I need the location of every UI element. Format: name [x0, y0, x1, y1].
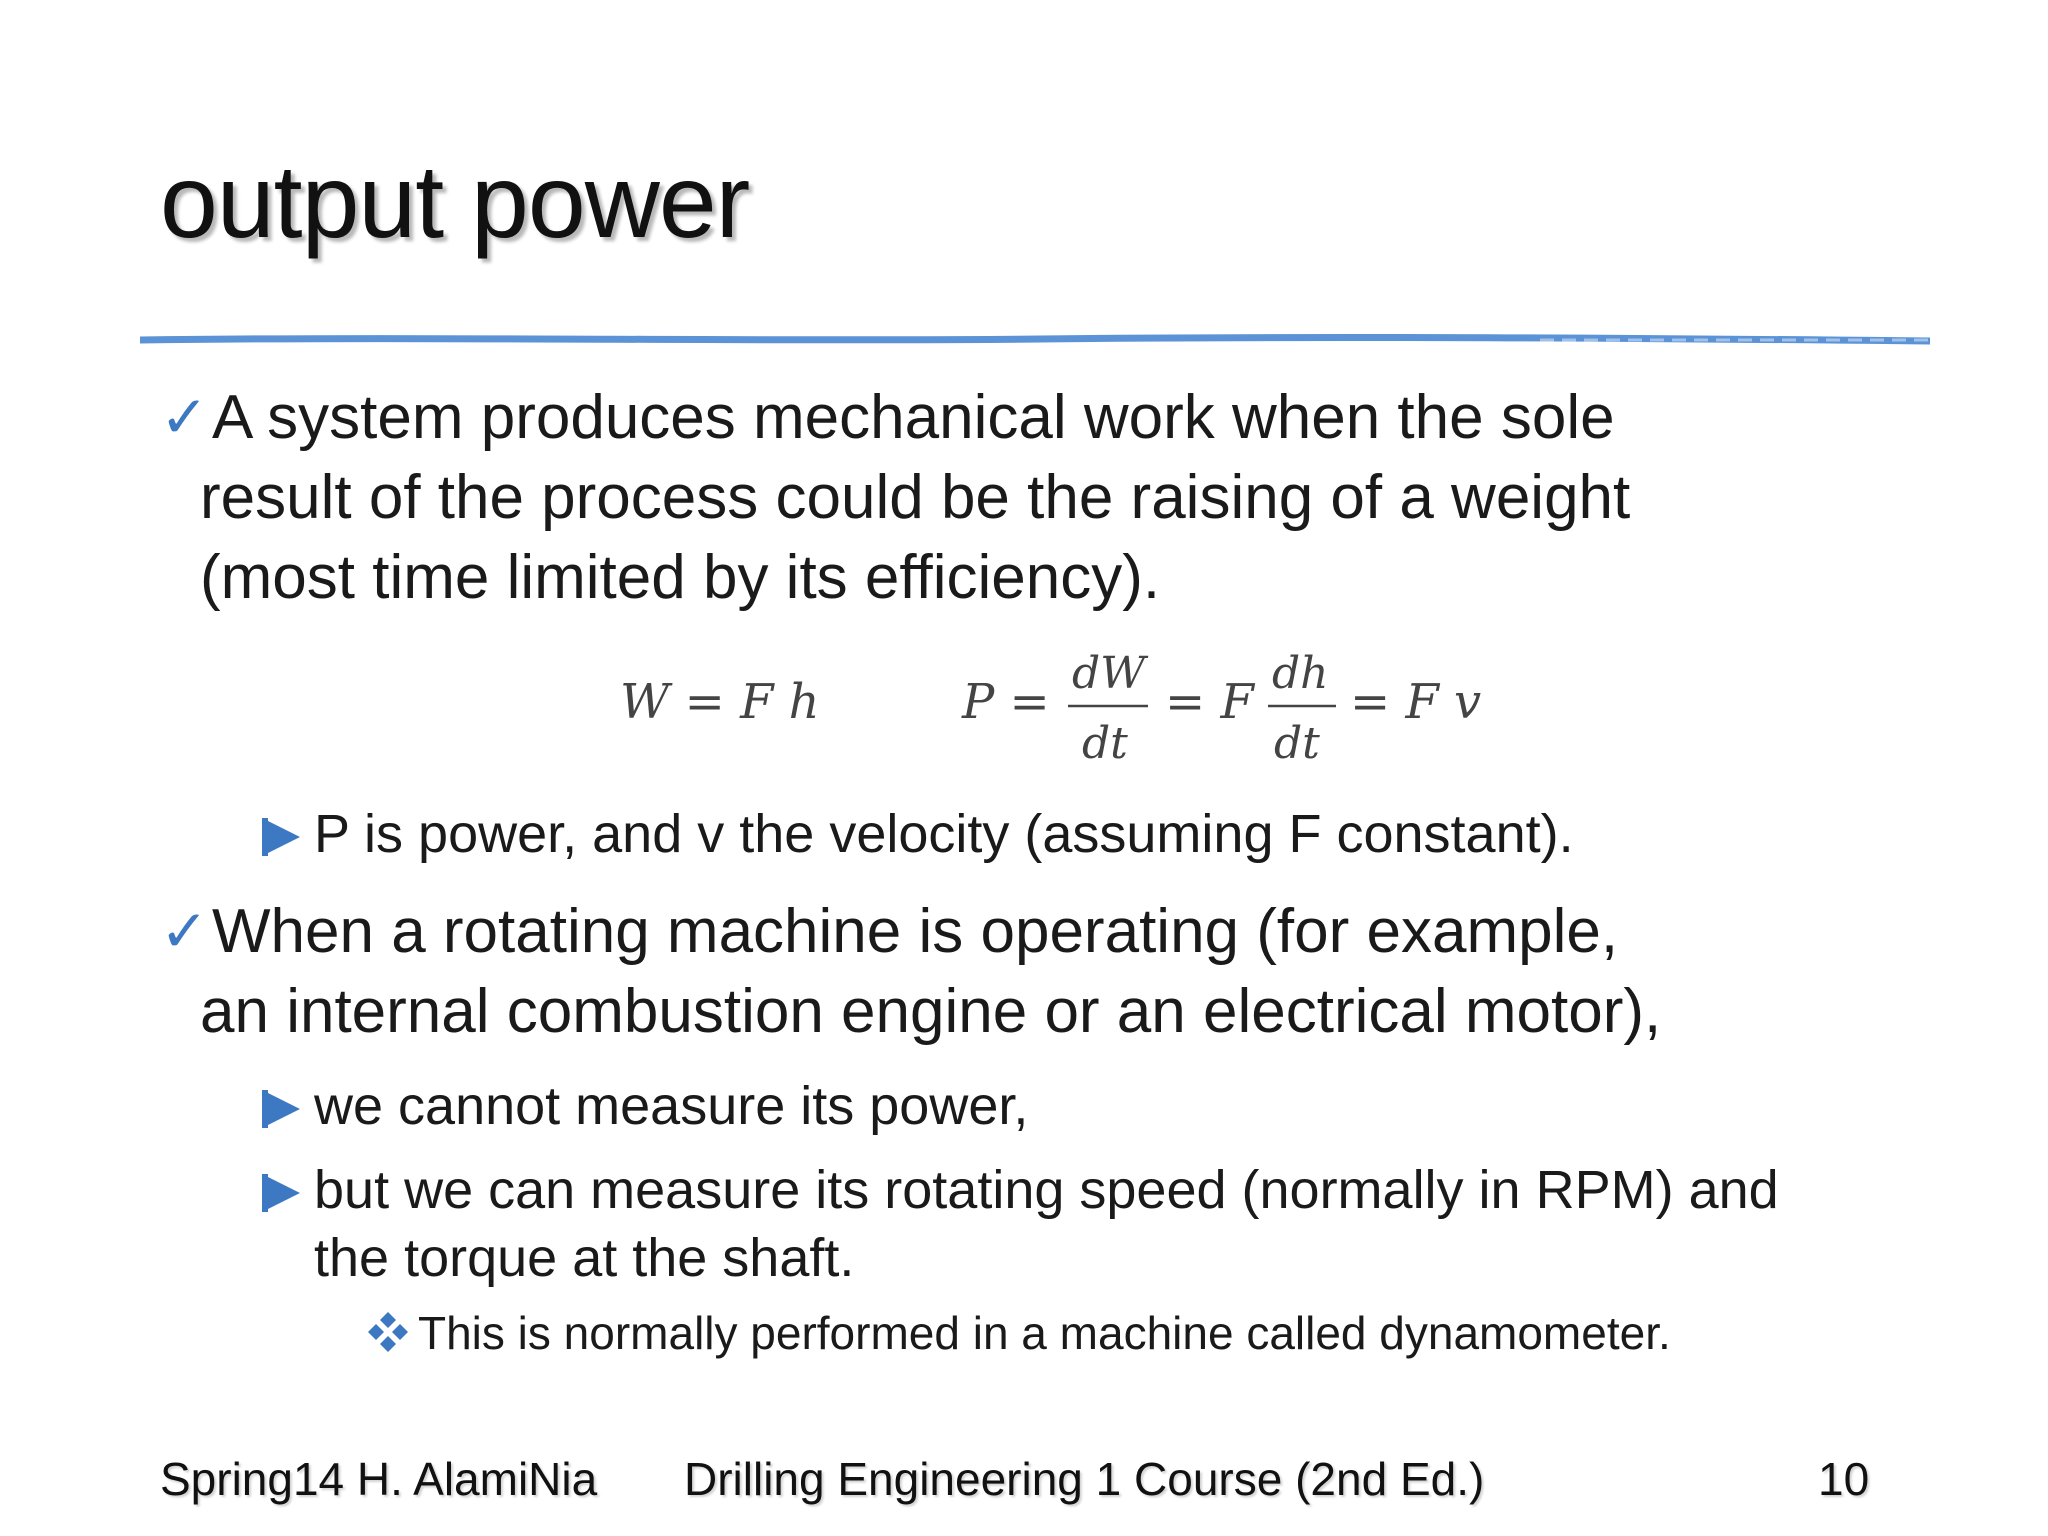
sub-bullet-power [262, 800, 1574, 868]
bullet-2-line-2: an internal combustion engine or an electrical motor), [200, 977, 1662, 1046]
footer-page-number: 10 [1818, 1453, 1870, 1505]
sub-sub-bullet-text: This is normally performed in a machine called dynamometer. [418, 1307, 1671, 1359]
arrowhead-icon [262, 1090, 300, 1128]
equation-den-dt-2: dt [1274, 718, 1320, 769]
sub-sub-bullet-dynamometer [366, 1304, 1671, 1362]
title-divider [140, 330, 1930, 350]
bullet-1-line-1: A system produces mechanical work when the sole [212, 383, 1615, 452]
equation-num-dw: dW [1072, 648, 1146, 699]
bullet-2 [160, 892, 1661, 1052]
bullet-1-line-2: result of the process could be the raising of a weight [200, 463, 1631, 532]
equation-den-dt-1: dt [1082, 718, 1128, 769]
sub-bullet-power-text: P is power, and v the velocity (assuming F constant). [314, 804, 1574, 864]
arrowhead-icon [262, 818, 300, 856]
sub-bullet-can-measure-line-2: the torque at the shaft. [314, 1228, 855, 1288]
footer-author: Spring14 H. AlamiNia [160, 1453, 598, 1505]
equation-work: W = F h [620, 674, 820, 730]
equation-p-lhs: P = [962, 674, 1050, 730]
sub-bullet-can-measure [262, 1156, 1779, 1292]
footer-course: Drilling Engineering 1 Course (2nd Ed.) [684, 1453, 1485, 1505]
checkmark-icon: ✓ [160, 385, 209, 450]
bullet-1-line-3: (most time limited by its efficiency). [200, 543, 1161, 612]
bullet-2-line-1: When a rotating machine is operating (for example, [212, 897, 1619, 966]
power-equation [620, 640, 1520, 770]
equation-num-dh: dh [1272, 648, 1329, 699]
equation-rhs: = F v [1350, 674, 1482, 730]
equation-mid: = F [1165, 674, 1254, 730]
sub-bullet-cannot-measure [262, 1072, 1028, 1140]
sub-bullet-cannot-measure-text: we cannot measure its power, [314, 1076, 1029, 1136]
arrowhead-icon [262, 1174, 300, 1212]
slide-title: output power [160, 144, 750, 260]
four-diamond-icon [366, 1310, 410, 1354]
sub-bullet-can-measure-line-1: but we can measure its rotating speed (normally in RPM) and [314, 1160, 1779, 1220]
bullet-1 [160, 378, 1630, 618]
checkmark-icon: ✓ [160, 899, 209, 964]
